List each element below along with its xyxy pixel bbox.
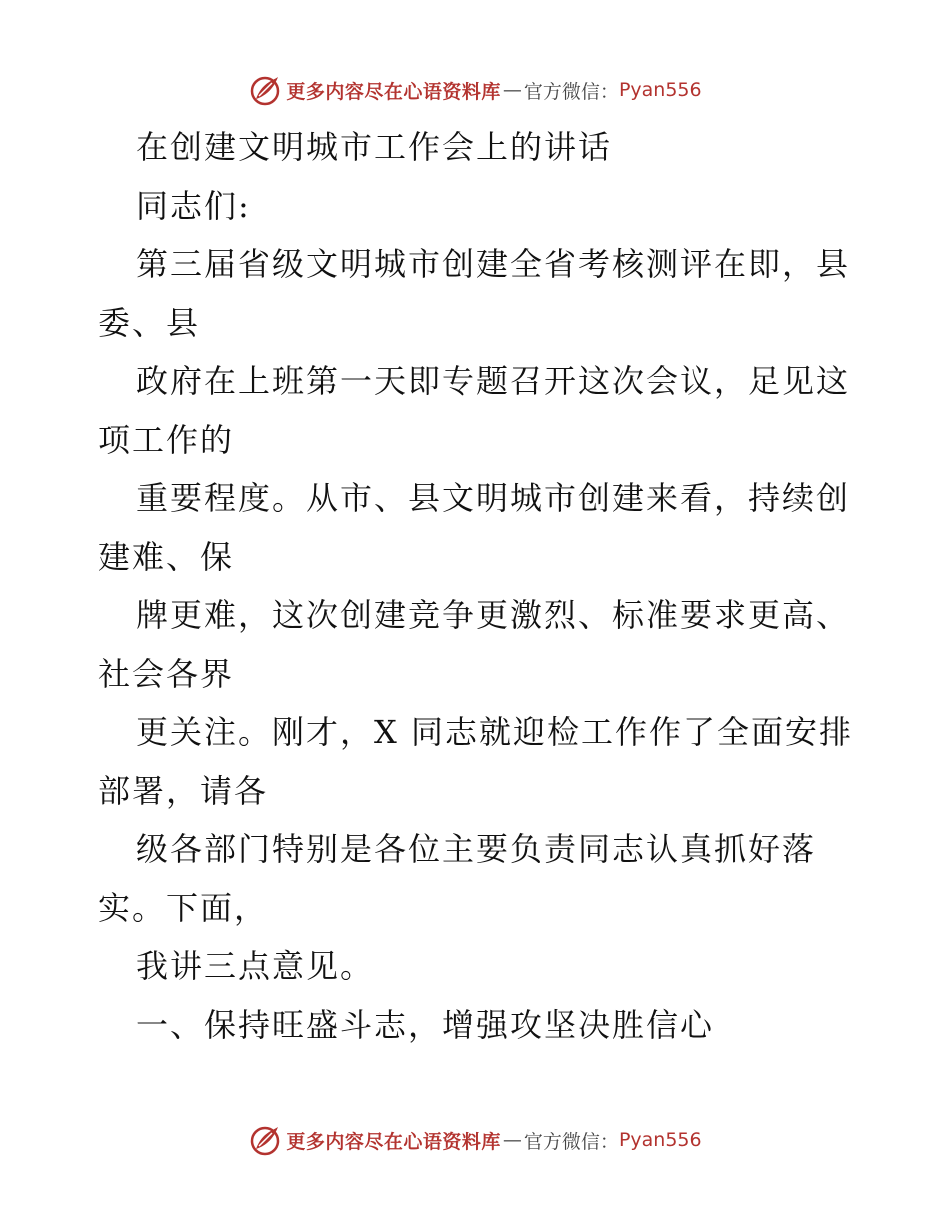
paragraph-line: 委、县: [98, 303, 201, 342]
paragraph-line: 第三届省级文明城市创建全省考核测评在即，县: [136, 245, 851, 283]
banner-main-text: 更多内容尽在心语资料库: [286, 1130, 501, 1153]
paragraph-line: 项工作的: [98, 420, 235, 459]
leaf-seal-logo-icon: [248, 73, 282, 107]
paragraph-line: 级各部门特别是各位主要负责同志认真抓好落: [136, 830, 817, 868]
paragraph-line: 实。下面，: [98, 888, 269, 927]
paragraph-line: 更关注。刚才，X 同志就迎检工作作了全面安排: [136, 713, 853, 751]
banner-wechat-id: Pyan556: [618, 1129, 702, 1151]
paragraph-line: 重要程度。从市、县文明城市创建来看，持续创: [136, 479, 851, 517]
leaf-seal-logo-icon: [248, 1123, 282, 1157]
salutation: 同志们:: [136, 186, 251, 225]
paragraph-line: 牌更难，这次创建竞争更激烈、标准要求更高、: [136, 596, 851, 634]
paragraph-line: 建难、保: [98, 537, 235, 576]
header-banner: [0, 70, 950, 110]
paragraph-line: 我讲三点意见。: [136, 947, 375, 985]
document-body: [98, 118, 858, 1054]
banner-dash: —: [502, 79, 522, 101]
document-title: 在创建文明城市工作会上的讲话: [136, 128, 613, 166]
banner-dash: —: [502, 1129, 522, 1151]
section-heading: 一、保持旺盛斗志，增强攻坚决胜信心: [136, 1005, 715, 1044]
banner-main-text: 更多内容尽在心语资料库: [286, 80, 501, 103]
paragraph-line: 政府在上班第一天即专题召开这次会议，足见这: [136, 362, 851, 400]
paragraph-line: 社会各界: [98, 654, 235, 693]
paragraph-line: 部署，请各: [98, 771, 269, 810]
banner-wechat-label: 官方微信：: [523, 1130, 619, 1153]
banner-wechat-id: Pyan556: [618, 79, 702, 101]
banner-wechat-label: 官方微信：: [523, 80, 619, 103]
footer-banner: [0, 1120, 950, 1160]
